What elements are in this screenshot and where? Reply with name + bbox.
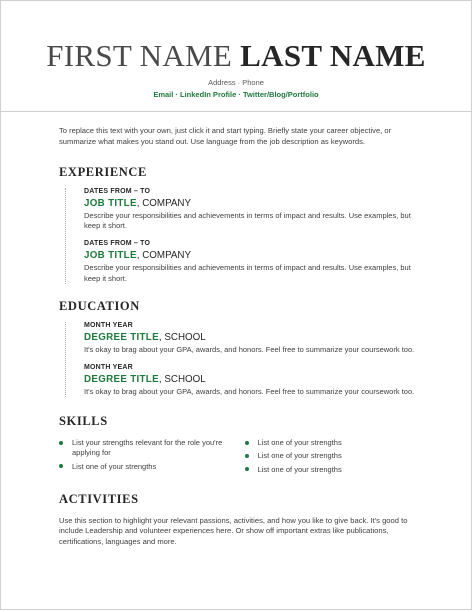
education-description[interactable]: It's okay to brag about your GPA, awards, and honors. Feel free to summarize your coursework too. [84,387,415,397]
first-name[interactable]: FIRST NAME [46,38,233,73]
experience-role [84,198,419,209]
bullet-icon [59,464,63,468]
job-title[interactable]: JOB TITLE [84,250,137,262]
education-dates[interactable]: MONTH YEAR [84,321,133,329]
contact-links[interactable]: Email · LinkedIn Profile · Twitter/Blog/Portfolio [153,90,319,99]
skill-item[interactable]: List one of your strengths [59,462,234,472]
education-entry [84,364,419,397]
skills-column-right [245,438,420,478]
bullet-icon [59,441,63,445]
resume-header [1,1,471,99]
education-degree [84,374,419,385]
education-heading[interactable]: EDUCATION [59,298,140,313]
education-description[interactable]: It's okay to brag about your GPA, awards, and honors. Feel free to summarize your coursework too. [84,344,415,354]
experience-entry [84,240,419,283]
experience-entry [84,188,419,231]
skill-item[interactable]: List your strengths relevant for the role you're applying for [59,438,234,458]
experience-description[interactable]: Describe your responsibilities and achievements in terms of impact and results. Use examples, but keep it short. [84,211,411,231]
experience-role [84,250,419,261]
education-entry [84,322,419,355]
job-title[interactable]: JOB TITLE [84,198,137,209]
company-name[interactable]: , COMPANY [136,250,192,262]
company-name[interactable]: , COMPANY [136,198,192,209]
bullet-icon [245,441,249,445]
school-name[interactable]: , SCHOOL [158,374,206,386]
resume-body [59,126,419,547]
education-dates[interactable]: MONTH YEAR [84,364,133,372]
skills-heading[interactable]: SKILLS [59,414,108,429]
objective-text[interactable]: To replace this text with your own, just click it and start typing. Briefly state your career objective, or summarize what makes you stand out. Use language from the job description as keywords. [59,126,392,146]
experience-heading[interactable]: EXPERIENCE [59,165,147,179]
skill-item[interactable]: List one of your strengths [245,451,420,461]
address-phone[interactable]: Address · Phone [208,78,264,87]
school-name[interactable]: , SCHOOL [158,331,206,343]
experience-dates[interactable]: DATES FROM – TO [84,240,151,248]
activities-text[interactable]: Use this section to highlight your relevant passions, activities, and how you like to give back. It's good to include Leadership and volunteer experiences here. Or show off important extras like publications, certifications, languages and more. [59,515,408,546]
skill-item[interactable]: List one of your strengths [245,438,420,448]
skill-item[interactable]: List one of your strengths [245,465,420,475]
degree-title[interactable]: DEGREE TITLE [84,331,159,343]
bullet-icon [245,467,249,471]
education-timeline [65,322,419,397]
full-name[interactable] [1,39,471,73]
experience-dates[interactable]: DATES FROM – TO [84,188,151,195]
experience-timeline [65,188,419,284]
skills-list [59,438,419,478]
bullet-icon [245,454,249,458]
activities-heading[interactable]: ACTIVITIES [59,491,139,506]
education-degree [84,332,419,343]
skills-column-left [59,438,234,478]
header-divider [1,111,471,112]
experience-description[interactable]: Describe your responsibilities and achievements in terms of impact and results. Use examples, but keep it short. [84,263,411,283]
degree-title[interactable]: DEGREE TITLE [84,374,159,386]
last-name[interactable]: LAST NAME [240,38,426,73]
